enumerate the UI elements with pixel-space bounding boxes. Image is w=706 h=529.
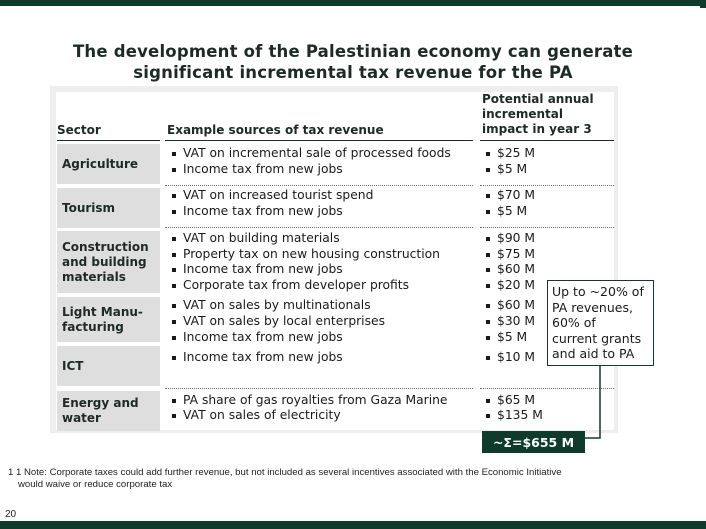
impact-value: $5 M bbox=[497, 330, 528, 344]
source-item: VAT on increased tourist spend bbox=[183, 188, 374, 202]
header-impact-line-2: incremental bbox=[482, 107, 563, 121]
bottom-accent-bar bbox=[0, 521, 706, 529]
callout-line: 60% of bbox=[552, 315, 596, 331]
title-line-2: significant incremental tax revenue for the PA bbox=[133, 63, 573, 82]
impact-value: $65 M bbox=[497, 393, 535, 407]
impact-value: $25 M bbox=[497, 146, 535, 160]
impact-value: $5 M bbox=[497, 204, 528, 218]
source-item: Income tax from new jobs bbox=[183, 162, 343, 176]
sector-label-line: water bbox=[62, 411, 101, 425]
impact-value: $60 M bbox=[497, 262, 535, 276]
footnote bbox=[8, 467, 698, 490]
source-item: VAT on sales by multinationals bbox=[183, 298, 371, 312]
header-sector: Sector bbox=[57, 123, 101, 137]
header-impact-line-3: impact in year 3 bbox=[482, 122, 592, 136]
callout-line: Up to ~20% of bbox=[552, 284, 644, 299]
impact-value: $75 M bbox=[497, 247, 535, 261]
sector-label-line: materials bbox=[62, 269, 126, 284]
impact-value: $30 M bbox=[497, 314, 535, 328]
source-item: PA share of gas royalties from Gaza Marine bbox=[183, 393, 448, 407]
source-item: Income tax from new jobs bbox=[183, 262, 343, 276]
callout-line: PA revenues, bbox=[552, 299, 633, 315]
sector-label-line: facturing bbox=[62, 319, 124, 334]
source-item: VAT on sales of electricity bbox=[183, 408, 341, 422]
sector-label-line: Construction bbox=[62, 239, 149, 254]
source-item: Corporate tax from developer profits bbox=[183, 278, 410, 292]
header-sources: Example sources of tax revenue bbox=[167, 123, 384, 137]
title-line-1: The development of the Palestinian economy can generate bbox=[72, 42, 634, 61]
impact-value: $90 M bbox=[497, 231, 535, 245]
source-item: Income tax from new jobs bbox=[183, 204, 343, 218]
callout-line: and aid to PA bbox=[552, 346, 635, 362]
impact-value: $5 M bbox=[497, 162, 528, 176]
page-number: 20 bbox=[5, 509, 17, 520]
total-badge bbox=[482, 431, 585, 453]
impact-value: $70 M bbox=[497, 188, 535, 202]
source-item: Income tax from new jobs bbox=[183, 350, 343, 364]
impact-value: $135 M bbox=[497, 408, 543, 422]
sector-label: Agriculture bbox=[62, 156, 139, 171]
header-impact-line-1: Potential annual bbox=[482, 92, 594, 106]
impact-value: $10 M bbox=[497, 350, 535, 364]
sector-label-line: and building bbox=[62, 254, 147, 269]
source-item: VAT on sales by local enterprises bbox=[183, 314, 385, 328]
sector-label-line: Light Manu- bbox=[62, 304, 143, 319]
sector-label-line: Energy and bbox=[62, 396, 139, 410]
source-item: Income tax from new jobs bbox=[183, 330, 343, 344]
source-item: Property tax on new housing construction bbox=[183, 247, 440, 261]
total-label: ~Σ=$655 M bbox=[492, 434, 575, 450]
impact-value: $60 M bbox=[497, 298, 535, 312]
sector-label: Tourism bbox=[62, 200, 116, 215]
source-item: VAT on building materials bbox=[183, 231, 340, 245]
footnote-line-2: would waive or reduce corporate tax bbox=[18, 478, 173, 490]
callout-line: current grants bbox=[552, 330, 642, 346]
sector-label: ICT bbox=[62, 358, 84, 373]
source-item: VAT on incremental sale of processed foods bbox=[183, 146, 451, 160]
footnote-line-1: 1 1 Note: Corporate taxes could add further revenue, but not included as several incentives associated with the Economic Initiative bbox=[8, 467, 562, 478]
connector-path bbox=[585, 366, 600, 438]
impact-value: $20 M bbox=[497, 278, 535, 292]
